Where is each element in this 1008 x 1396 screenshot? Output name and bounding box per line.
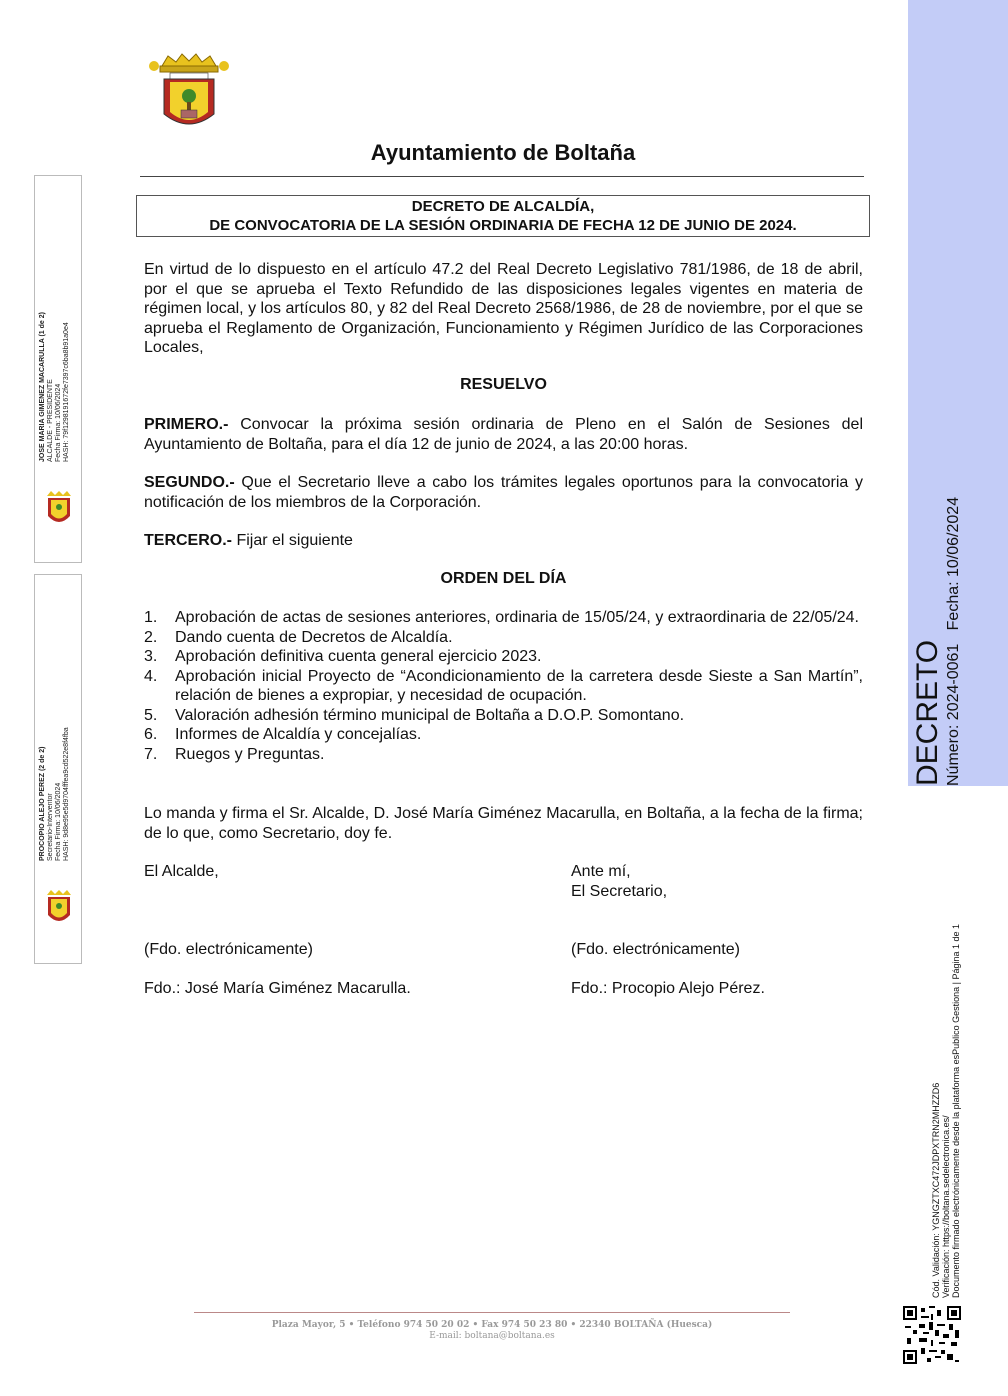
intro-paragraph: En virtud de lo dispuesto en el artículo 47.2 del Real Decreto Legislativo 781/1986, de 18 de abril, por el que se aprueba el Texto Refundido de las disposiciones legales vigentes en materia de régimen local, y los artículos 80, y 82 del Real Decreto 2568/1986, de 28 de noviembre, por el que se aprueba el Reglamento de Organización, Funcionamiento y Régimen Jurídico de las Corporaciones Locales, [144,261,863,356]
footer-email: E-mail: boltana@boltana.es [429,1331,555,1341]
resuelvo-heading: RESUELVO [460,376,547,393]
agenda-item [144,608,863,628]
municipal-crest-logo [148,52,230,134]
agenda-item-number: 6. [144,726,158,743]
signed-document-note: Documento firmado electrónicamente desde la plataforma esPublico Gestiona | Página 1 de 1 [951,923,961,1298]
header-divider [140,176,864,177]
stamp-signer-name: JOSE MARIA GIMENEZ MACARULLA (1 de 2) [39,312,46,462]
mayor-signed-note: (Fdo. electrónicamente) [144,941,313,958]
decree-title-line1: DECRETO DE ALCALDÍA, [411,198,595,215]
stamp-sign-date: Fecha Firma: 10/06/2024 [55,782,62,861]
validation-code: Cód. Validación: YGNGZTXC472JDPXTRN2MHZZD6 [931,1082,941,1298]
org-title: Ayuntamiento de Boltaña [370,140,636,165]
validation-block [931,924,961,1298]
footer-divider [194,1312,790,1313]
decree-title-box [136,195,870,237]
agenda-item [144,725,863,745]
agenda-item-number: 5. [144,706,158,724]
agenda-item-text: Aprobación definitiva cuenta general ejercicio 2023. [175,648,542,665]
agenda-item-number: 7. [144,745,158,763]
agenda-item-text: Valoración adhesión término municipal de Boltaña a D.O.P. Somontano. [175,706,685,724]
agenda-item-number: 4. [144,667,158,685]
segundo-text: Que el Secretario lleve a cabo los trámites legales oportunos para la convocatoria y notificación de los miembros de la Corporación. [144,474,863,511]
segundo-paragraph [144,473,863,512]
stamp-crest-icon [41,490,77,530]
stamp-signer-name: PROCOPIO ALEJO PEREZ (2 de 2) [39,746,46,861]
stamp-signer-role: ALCALDE - PRESIDENTE [47,379,54,462]
agenda-list [144,608,863,764]
decree-date: Fecha: 10/06/2024 [945,496,962,631]
agenda-item [144,706,863,726]
mayor-role: El Alcalde, [144,863,219,880]
agenda-item [144,745,863,765]
signature-stamp-mayor [34,175,82,563]
agenda-item-text: Ruegos y Preguntas. [175,745,325,763]
primero-paragraph [144,415,863,454]
secretary-role-line2: El Secretario, [571,883,668,900]
stamp-hash: HASH: 79f1298191672fe7397c6ba8b91a0e4 [63,322,70,462]
qr-code-icon [903,1306,961,1364]
mayor-name: Fdo.: José María Giménez Macarulla. [144,980,411,997]
agenda-item-number: 1. [144,609,158,626]
secretary-role-line1: Ante mí, [571,863,631,880]
agenda-item-number: 3. [144,648,158,665]
segundo-label: SEGUNDO.- [144,474,235,491]
stamp-sign-date: Fecha Firma: 10/06/2024 [55,383,62,462]
decree-number-and-date [945,497,963,786]
agenda-item-text: Aprobación de actas de sesiones anteriores, ordinaria de 15/05/24, y extraordinaria de 22/05/24. [175,609,859,626]
signature-stamp-secretary [34,574,82,964]
stamp-crest-icon [41,889,77,929]
tercero-paragraph [144,531,863,551]
agenda-item-text: Aprobación inicial Proyecto de “Acondicionamiento de la carretera desde Sieste a San Martín”, relación de bienes a expropiar, y necesidad de ocupación. [175,667,863,704]
closing-paragraph: Lo manda y firma el Sr. Alcalde, D. José María Giménez Macarulla, en Boltaña, a la fecha de la firma; de lo que, como Secretario, doy fe. [144,805,863,842]
verification-url[interactable]: Verificación: https://boltana.sedelectronica.es/ [941,1115,951,1298]
secretary-signed-note: (Fdo. electrónicamente) [571,941,740,958]
decree-number: Número: 2024-0061 [945,643,962,786]
decreto-label: DECRETO [911,639,944,786]
stamp-text-block [39,727,71,861]
stamp-signer-role: Secretario-Interventor [47,793,54,861]
decree-title-line2: DE CONVOCATORIA DE LA SESIÓN ORDINARIA DE FECHA 12 DE JUNIO DE 2024. [209,217,797,234]
agenda-item [144,647,863,667]
secretary-name: Fdo.: Procopio Alejo Pérez. [571,980,765,997]
stamp-hash: HASH: 9d8e95e5d9704fffea9cd522e8f4fba [63,727,70,861]
agenda-item [144,628,863,648]
primero-label: PRIMERO.- [144,416,229,433]
agenda-item [144,667,863,706]
agenda-item-text: Dando cuenta de Decretos de Alcaldía. [175,628,453,646]
orden-heading: ORDEN DEL DÍA [440,570,567,587]
agenda-item-number: 2. [144,628,158,646]
stamp-text-block [39,312,71,462]
tercero-label: TERCERO.- [144,532,232,549]
footer-address: Plaza Mayor, 5 • Teléfono 974 50 20 02 • Fax 974 50 23 80 • 22340 BOLTAÑA (Huesca) [271,1320,713,1330]
primero-text: Convocar la próxima sesión ordinaria de Pleno en el Salón de Sesiones del Ayuntamiento de Boltaña, para el día 12 de junio de 2024, a las 20:00 horas. [144,416,863,453]
tercero-text: Fijar el siguiente [232,532,353,549]
agenda-item-text: Informes de Alcaldía y concejalías. [175,726,422,743]
